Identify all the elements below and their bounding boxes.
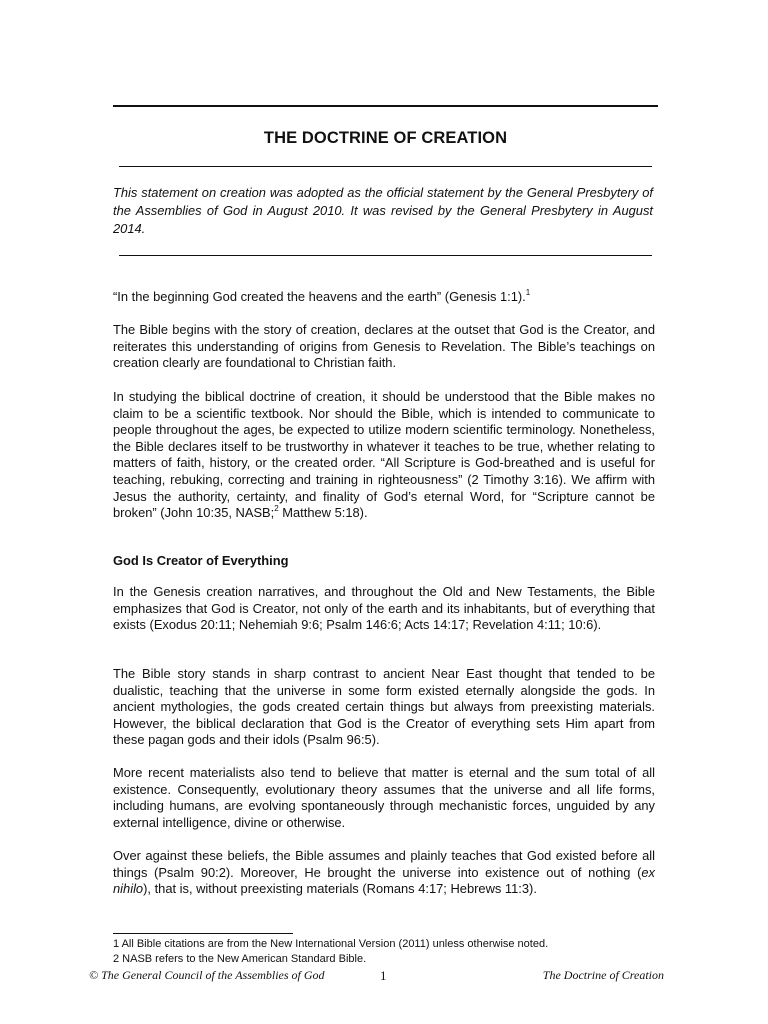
footnote-separator bbox=[113, 933, 293, 934]
paragraph-genesis-quote bbox=[113, 289, 655, 306]
paragraph-text-end: ), that is, without preexisting materials (Romans 4:17; Hebrews 11:3). bbox=[143, 881, 537, 897]
page-number: 1 bbox=[380, 968, 387, 983]
document-page bbox=[89, 0, 664, 1024]
paragraph-text: In studying the biblical doctrine of creation, it should be understood that the Bible makes no claim to be a scientific textbook. Nor should the Bible, which is intended to communicate to people throughout the ages, be expected to utilize modern scientific terminology. Nonetheless, the Bible declares itself to be trustworthy in whatever it teaches to be true, whether relating to matters of faith, history, or the created order. “All Scripture is God-breathed and is useful for teaching, rebuking, correcting and training in righteousness” (2 Timothy 3:16). We affirm with Jesus the authority, certainty, and finality of God’s eternal Word, for “Scripture cannot be broken” (John 10:35, NASB; bbox=[113, 389, 655, 521]
paragraph-text-end: Matthew 5:18). bbox=[278, 505, 368, 521]
paragraph-ex-nihilo bbox=[113, 848, 655, 898]
latin-term: ex nihilo bbox=[113, 864, 655, 897]
footer-document-title: The Doctrine of Creation bbox=[542, 968, 664, 982]
document-title: THE DOCTRINE OF CREATION bbox=[263, 129, 508, 147]
paragraph-biblical-doctrine bbox=[113, 389, 655, 522]
title-divider bbox=[119, 166, 652, 167]
footnote-ref-2[interactable]: 2 bbox=[274, 504, 279, 514]
intro-divider bbox=[119, 255, 652, 256]
paragraph-text: “In the beginning God created the heavens and the earth” (Genesis 1:1). bbox=[113, 289, 526, 304]
paragraph-genesis-narratives: In the Genesis creation narratives, and throughout the Old and New Testaments, the Bible emphasizes that God is Creator, not only of the earth and its inhabitants, but of everything that exists (Exodus 20:11; Nehemiah 9:6; Psalm 146:6; Acts 14:17; Revelation 4:11; 10:6). bbox=[113, 584, 655, 633]
footnote-1: 1 All Bible citations are from the New International Version (2011) unless otherwise noted. bbox=[113, 938, 549, 950]
footer-copyright: © The General Council of the Assemblies of God bbox=[89, 968, 325, 982]
section-heading-creator: God Is Creator of Everything bbox=[113, 553, 289, 568]
footnote-2: 2 NASB refers to the New American Standard Bible. bbox=[113, 953, 367, 965]
paragraph-materialists: More recent materialists also tend to believe that matter is eternal and the sum total of all existence. Consequently, evolutionary theory assumes that the universe and all life forms, including humans, are evolving spontaneously through mechanistic forces, unguided by any external intelligence, divine or otherwise. bbox=[113, 765, 655, 830]
intro-statement: This statement on creation was adopted as the official statement by the General Presbytery of the Assemblies of God in August 2010. It was revised by the General Presbytery in August 2014. bbox=[113, 185, 653, 237]
paragraph-near-east: The Bible story stands in sharp contrast to ancient Near East thought that tended to be dualistic, teaching that the universe in some form existed eternally alongside the gods. In ancient mythologies, the gods created certain things but always from preexisting materials. However, the biblical declaration that God is the Creator of everything sets Him apart from these pagan gods and their idols (Psalm 96:5). bbox=[113, 666, 655, 748]
paragraph-bible-begins: The Bible begins with the story of creation, declares at the outset that God is the Creator, and reiterates this understanding of origins from Genesis to Revelation. The Bible’s teachings on creation clearly are foundational to Christian faith. bbox=[113, 322, 655, 371]
footnote-ref-1[interactable]: 1 bbox=[525, 288, 531, 297]
top-rule bbox=[113, 105, 658, 107]
paragraph-text: Over against these beliefs, the Bible assumes and plainly teaches that God existed before all things (Psalm 90:2). Moreover, He brought the universe into existence out of nothing ( bbox=[113, 848, 655, 880]
